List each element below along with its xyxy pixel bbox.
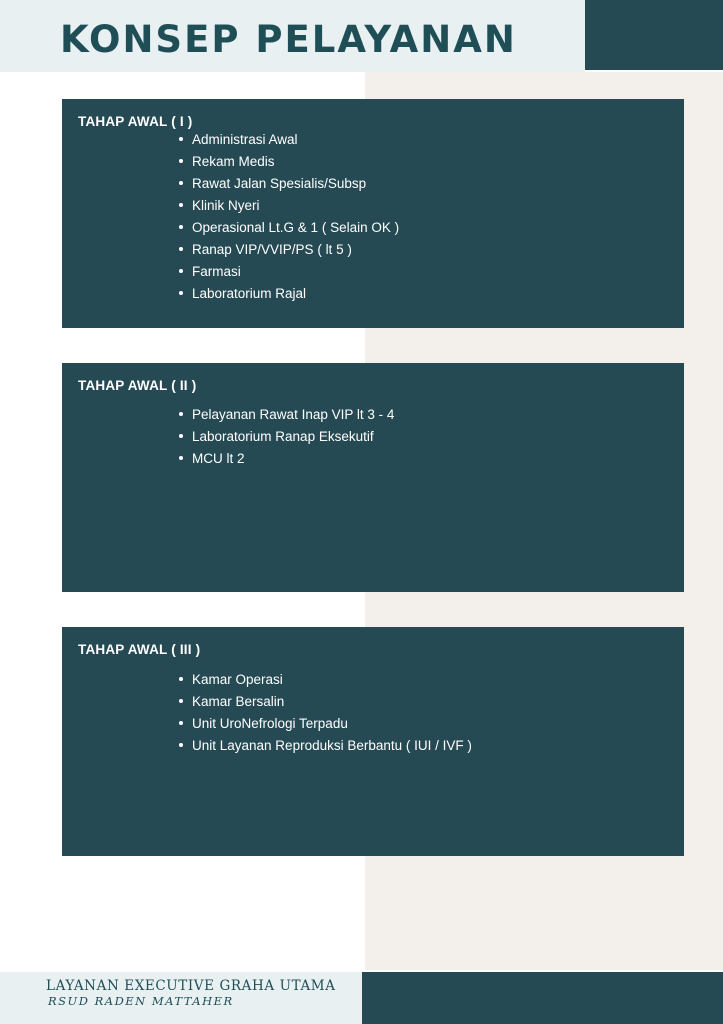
- footer-dark-block: [362, 972, 723, 1024]
- bullet-icon: [179, 247, 183, 251]
- stage-card-2: [62, 363, 684, 592]
- list-item: [179, 195, 399, 217]
- list-item: [179, 151, 399, 173]
- bullet-icon: [179, 699, 183, 703]
- bullet-icon: [179, 456, 183, 460]
- list-item-label: Unit Layanan Reproduksi Berbantu ( IUI / IVF ): [192, 738, 472, 753]
- list-item: [179, 129, 399, 151]
- list-item: [179, 713, 472, 735]
- list-item-label: Farmasi: [192, 264, 241, 279]
- list-item: [179, 404, 394, 426]
- service-list: [179, 404, 394, 470]
- list-item: [179, 669, 472, 691]
- list-item-label: Laboratorium Rajal: [192, 286, 307, 301]
- list-item: [179, 283, 399, 305]
- list-item-label: Kamar Operasi: [192, 672, 283, 687]
- stage-heading: TAHAP AWAL ( I ): [78, 114, 193, 129]
- list-item-label: Klinik Nyeri: [192, 198, 260, 213]
- list-item-label: Operasional Lt.G & 1 ( Selain OK ): [192, 220, 400, 235]
- list-item-label: Ranap VIP/VVIP/PS ( lt 5 ): [192, 242, 352, 257]
- service-list: [179, 129, 399, 305]
- list-item: [179, 426, 394, 448]
- list-item: [179, 261, 399, 283]
- bullet-icon: [179, 677, 183, 681]
- list-item-label: Laboratorium Ranap Eksekutif: [192, 429, 374, 444]
- list-item: [179, 691, 472, 713]
- bullet-icon: [179, 137, 183, 141]
- bullet-icon: [179, 203, 183, 207]
- stage-heading: TAHAP AWAL ( II ): [78, 378, 197, 393]
- bullet-icon: [179, 412, 183, 416]
- page-title: KONSEP PELAYANAN: [60, 18, 517, 61]
- list-item: [179, 217, 399, 239]
- bullet-icon: [179, 743, 183, 747]
- bullet-icon: [179, 159, 183, 163]
- list-item-label: Kamar Bersalin: [192, 694, 285, 709]
- list-item-label: Rawat Jalan Spesialis/Subsp: [192, 176, 367, 191]
- bullet-icon: [179, 181, 183, 185]
- bullet-icon: [179, 269, 183, 273]
- stage-heading: TAHAP AWAL ( III ): [78, 642, 201, 657]
- service-list: [179, 669, 472, 757]
- list-item-label: Administrasi Awal: [192, 132, 298, 147]
- list-item-label: Rekam Medis: [192, 154, 275, 169]
- list-item-label: Pelayanan Rawat Inap VIP lt 3 - 4: [192, 407, 395, 422]
- header-dark-block: [585, 0, 723, 70]
- list-item: [179, 448, 394, 470]
- list-item-label: Unit UroNefrologi Terpadu: [192, 716, 348, 731]
- footer-subtitle: RSUD RADEN MATTAHER: [48, 994, 234, 1008]
- stage-card-1: [62, 99, 684, 328]
- list-item: [179, 173, 399, 195]
- bullet-icon: [179, 291, 183, 295]
- stage-card-3: [62, 627, 684, 856]
- bullet-icon: [179, 721, 183, 725]
- list-item: [179, 735, 472, 757]
- bullet-icon: [179, 225, 183, 229]
- bullet-icon: [179, 434, 183, 438]
- footer-title: LAYANAN EXECUTIVE GRAHA UTAMA: [46, 978, 336, 994]
- list-item-label: MCU lt 2: [192, 451, 245, 466]
- list-item: [179, 239, 399, 261]
